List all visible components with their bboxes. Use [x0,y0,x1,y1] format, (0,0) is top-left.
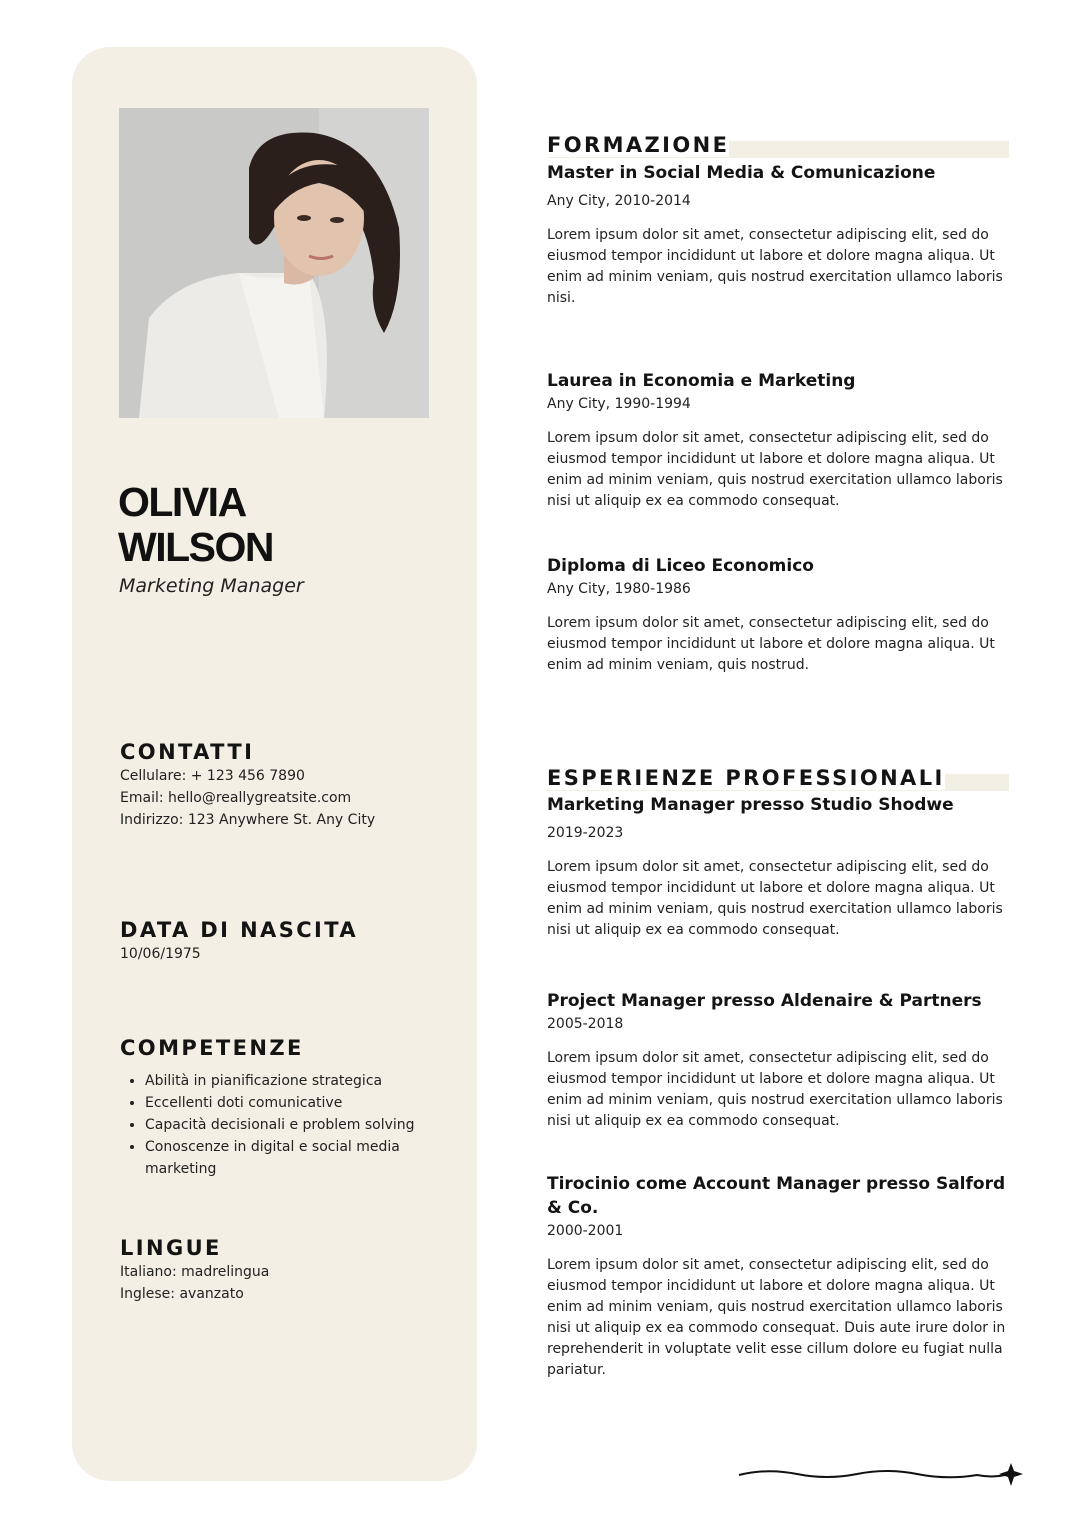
contact-address: Indirizzo: 123 Anywhere St. Any City [120,812,376,828]
entry-meta: Any City, 1980-1986 [547,581,691,597]
entry-body: Lorem ipsum dolor sit amet, consectetur adipiscing elit, sed do eiusmod tempor incididunt ut labore et dolore magna aliqua. Ut enim ad minim veniam, quis nostrud. [547,615,995,673]
entry-meta: Any City, 2010-2014 [547,193,691,209]
education-entry [547,369,1009,512]
entry-title: Marketing Manager presso Studio Shodwe [547,795,954,815]
language-italian: Italiano: madrelingua [120,1264,270,1280]
birth-date: 10/06/1975 [120,946,201,962]
languages-section [120,1235,450,1305]
portrait-photo [119,108,429,418]
skills-section [120,1035,450,1180]
entry-body: Lorem ipsum dolor sit amet, consectetur adipiscing elit, sed do eiusmod tempor incididunt ut labore et dolore magna aliqua. Ut enim ad minim veniam, quis nostrud exercitation ullamco laboris nisi ut aliquip ex ea commodo consequat. [547,430,1003,509]
experience-heading-block [547,766,1009,792]
education-heading: FORMAZIONE [547,133,730,157]
job-title: Marketing Manager [119,575,304,597]
entry-meta: 2005-2018 [547,1016,624,1032]
last-name: WILSON [118,524,273,570]
entry-title: Project Manager presso Aldenaire & Partners [547,991,982,1011]
first-name: OLIVIA [118,479,246,525]
contacts-section [120,739,450,831]
entry-body: Lorem ipsum dolor sit amet, consectetur adipiscing elit, sed do eiusmod tempor incididunt ut labore et dolore magna aliqua. Ut enim ad minim veniam, quis nostrud exercitation ullamco laboris nisi ut aliquip ex ea commodo consequat. [547,1050,1003,1129]
education-heading-block [547,133,1009,159]
skills-heading: COMPETENZE [120,1036,304,1060]
contact-email: Email: hello@reallygreatsite.com [120,790,352,806]
entry-body: Lorem ipsum dolor sit amet, consectetur adipiscing elit, sed do eiusmod tempor incididunt ut labore et dolore magna aliqua. Ut enim ad minim veniam, quis nostrud exercitation ullamco laboris nisi ut aliquip ex ea commodo consequat. [547,859,1003,938]
education-entry [547,554,1009,676]
education-entry [547,161,1009,309]
list-item: • Capacità decisionali e problem solving [145,1114,450,1136]
experience-entry [547,989,1009,1132]
experience-heading: ESPERIENZE PROFESSIONALI [547,766,945,790]
entry-body: Lorem ipsum dolor sit amet, consectetur adipiscing elit, sed do eiusmod tempor incididunt ut labore et dolore magna aliqua. Ut enim ad minim veniam, quis nostrud exercitation ullamco laboris nisi ut aliquip ex ea commodo consequat. Duis aute irure dolor in reprehenderit in voluptate velit esse cillum dolore eu fugiat nulla pariatur. [547,1257,1006,1378]
contact-phone: Cellulare: + 123 456 7890 [120,768,305,784]
entry-title: Diploma di Liceo Economico [547,556,814,576]
list-item: • Abilità in pianificazione strategica [145,1070,450,1092]
language-english: Inglese: avanzato [120,1286,244,1302]
candidate-name [118,480,448,570]
entry-body: Lorem ipsum dolor sit amet, consectetur adipiscing elit, sed do eiusmod tempor incididunt ut labore et dolore magna aliqua. Ut enim ad minim veniam, quis nostrud exercitation ullamco laboris nisi. [547,227,1003,306]
entry-title: Laurea in Economia e Marketing [547,371,856,391]
entry-title: Tirocinio come Account Manager presso Salford & Co. [547,1174,1006,1218]
birth-heading: DATA DI NASCITA [120,918,358,942]
skills-list [120,1070,450,1180]
experience-entry [547,793,1009,941]
entry-title: Master in Social Media & Comunicazione [547,163,936,183]
education-section [547,133,1009,159]
entry-meta: 2000-2001 [547,1223,624,1239]
languages-heading: LINGUE [120,1236,222,1260]
birth-section [120,917,450,965]
experience-entry [547,1172,1009,1381]
wave-star-icon [737,1460,1027,1492]
experience-section [547,766,1009,792]
contacts-heading: CONTATTI [120,740,255,764]
list-item: • Eccellenti doti comunicative [145,1092,450,1114]
entry-meta: Any City, 1990-1994 [547,396,691,412]
entry-meta: 2019-2023 [547,825,624,841]
list-item: • Conoscenze in digital e social media marketing [145,1136,450,1180]
